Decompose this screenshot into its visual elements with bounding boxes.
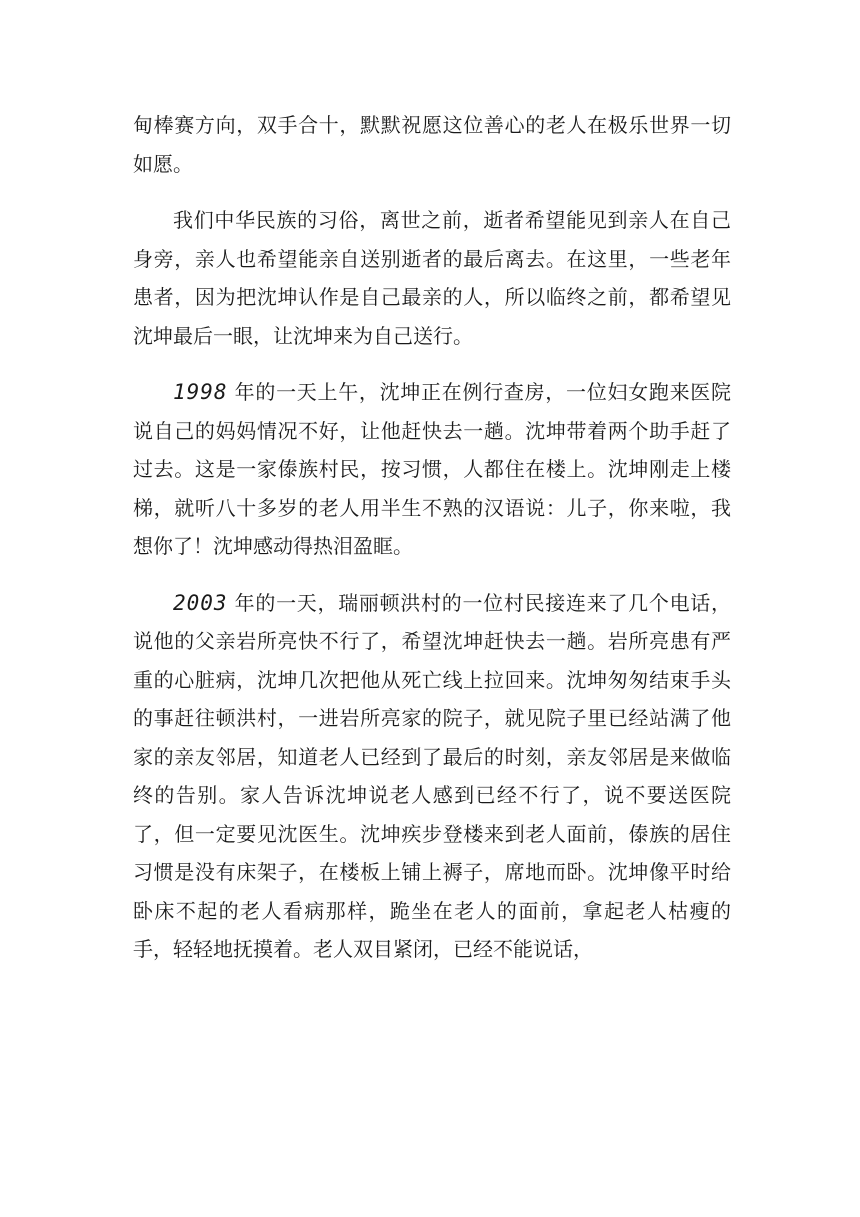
- paragraph-2003: [133, 584, 731, 969]
- paragraph-1998: [133, 373, 731, 566]
- paragraph-text: 我们中华民族的习俗，离世之前，逝者希望能见到亲人在自己身旁，亲人也希望能亲自送别逝者的最后离去。在这里，一些老年患者，因为把沈坤认作是自己最亲的人，所以临终之前，都希望见沈坤最后一眼，让沈坤来为自己送行。: [133, 208, 731, 348]
- paragraph-text: 甸棒赛方向，双手合十，默默祝愿这位善心的老人在极乐世界一切如愿。: [133, 113, 731, 176]
- year-label: 2003: [173, 590, 228, 615]
- paragraph-continuation: [133, 106, 731, 183]
- paragraph-text: 年的一天，瑞丽顿洪村的一位村民接连来了几个电话，说他的父亲岩所亮快不行了，希望沈坤赶快去一趟。岩所亮患有严重的心脏病，沈坤几次把他从死亡线上拉回来。沈坤匆匆结束手头的事赶往顿洪村，一进岩所亮家的院子，就见院子里已经站满了他家的亲友邻居，知道老人已经到了最后的时刻，亲友邻居是来做临终的告别。家人告诉沈坤说老人感到已经不行了，说不要送医院了，但一定要见沈医生。沈坤疾步登楼来到老人面前，傣族的居住习惯是没有床架子，在楼板上铺上褥子，席地而卧。沈坤像平时给卧床不起的老人看病那样，跪坐在老人的面前，拿起老人枯瘦的手，轻轻地抚摸着。老人双目紧闭，已经不能说话，: [133, 590, 731, 961]
- paragraph-text: 年的一天上午，沈坤正在例行查房，一位妇女跑来医院说自己的妈妈情况不好，让他赶快去一趟。沈坤带着两个助手赶了过去。这是一家傣族村民，按习惯，人都住在楼上。沈坤刚走上楼梯，就听八十多岁的老人用半生不熟的汉语说：儿子，你来啦，我想你了！沈坤感动得热泪盈眶。: [133, 380, 731, 558]
- document-body: [133, 106, 731, 987]
- paragraph-custom: [133, 201, 731, 355]
- year-label: 1998: [173, 380, 228, 404]
